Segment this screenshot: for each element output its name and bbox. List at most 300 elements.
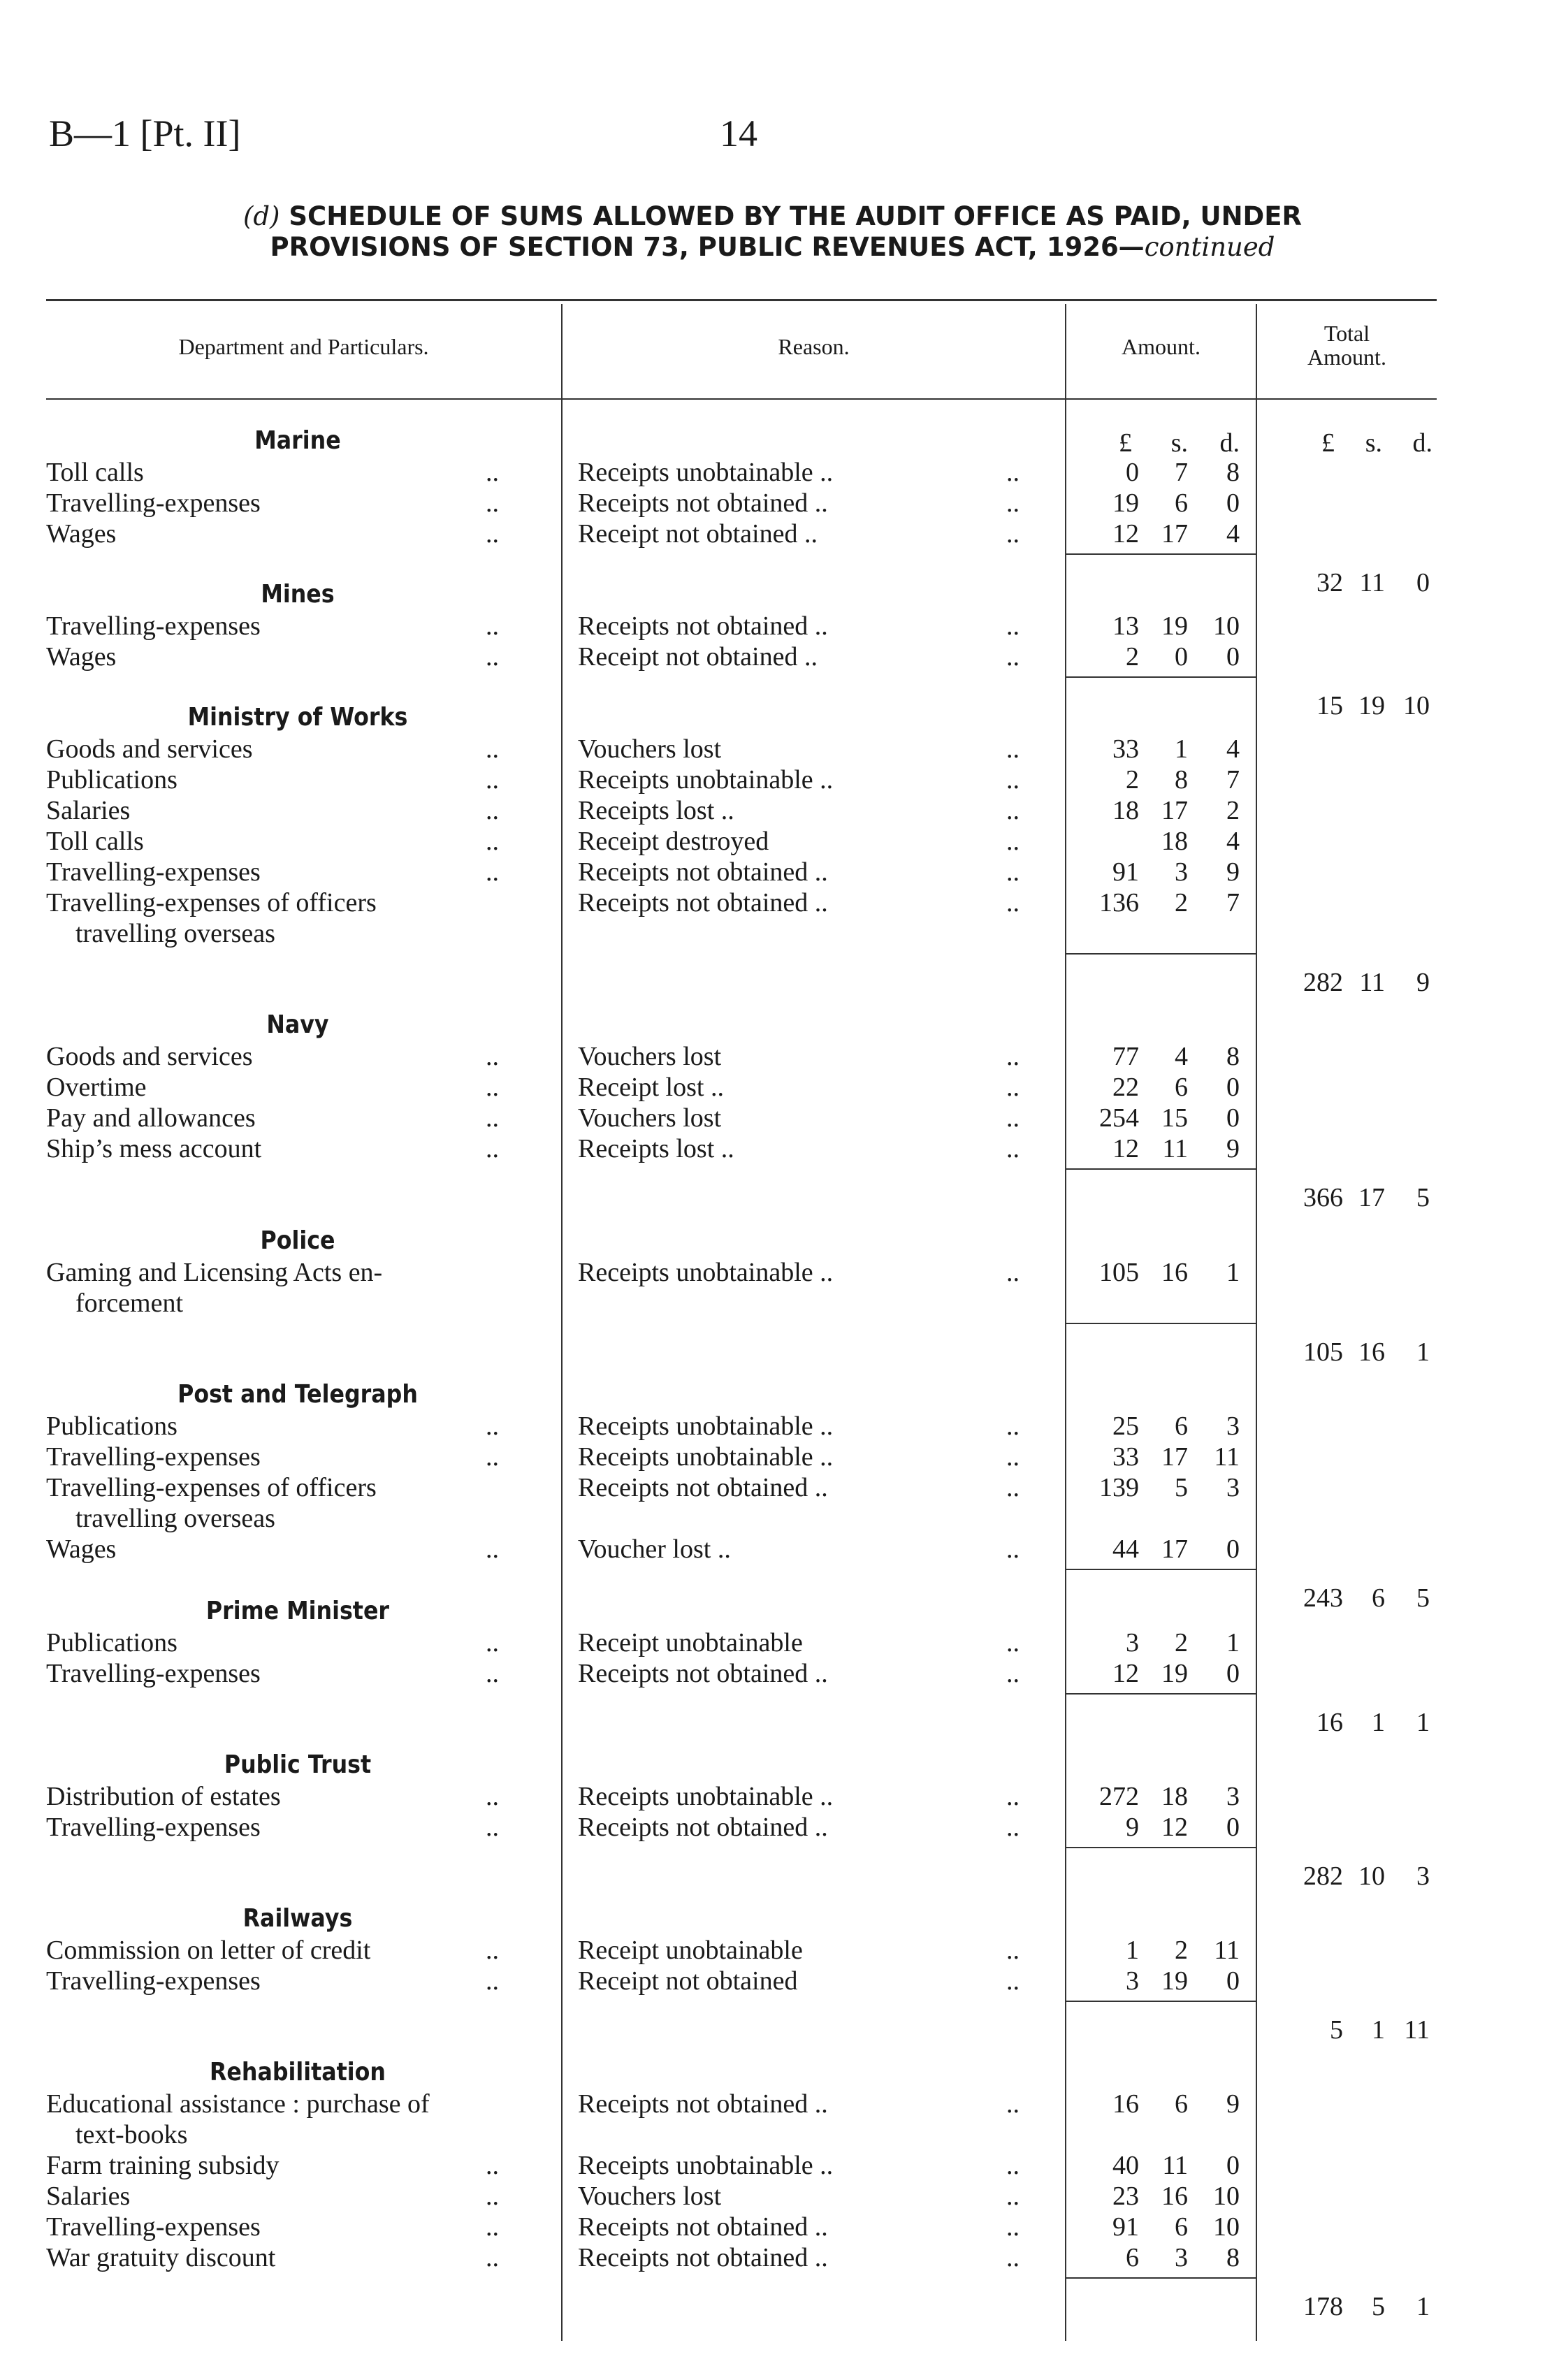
particular-text: Publications <box>46 1628 177 1657</box>
schedule-title-line-1 <box>0 201 1545 232</box>
section-total-pence: 1 <box>1416 1337 1430 1367</box>
particular-text: Travelling-expenses of officers <box>46 888 377 917</box>
amount-shillings: 6 <box>1175 488 1188 518</box>
particular-text: Wages <box>46 519 117 549</box>
particular-text: Overtime <box>46 1073 147 1102</box>
leader-dots: .. <box>486 827 499 856</box>
subtotal-rule <box>1066 2001 1256 2002</box>
amount-pounds: 9 <box>1126 1813 1139 1842</box>
section-total-shillings: 1 <box>1372 1708 1385 1737</box>
section-total-shillings: 5 <box>1372 2292 1385 2321</box>
amount-pence: 8 <box>1226 1042 1240 1071</box>
section-total-pounds: 5 <box>1330 2015 1343 2045</box>
amount-pounds: 91 <box>1112 857 1139 887</box>
amount-shillings: 0 <box>1175 642 1188 672</box>
amount-pence: 8 <box>1226 2243 1240 2272</box>
section-total-pounds: 105 <box>1303 1337 1343 1367</box>
reason-text: Receipts not obtained .. <box>578 611 828 641</box>
column-header-total <box>1257 321 1437 369</box>
particular-text: Toll calls <box>46 827 144 856</box>
leader-dots: .. <box>486 857 499 887</box>
leader-dots: .. <box>486 1966 499 1996</box>
table-row <box>0 1534 1545 1565</box>
amount-pounds: 272 <box>1099 1782 1139 1811</box>
amount-shillings: 3 <box>1175 857 1188 887</box>
total-unit-pence: d. <box>1412 428 1432 458</box>
section-total-pence: 1 <box>1416 1708 1430 1737</box>
amount-pounds: 3 <box>1126 1966 1139 1996</box>
section-total-shillings: 17 <box>1358 1183 1385 1212</box>
amount-pence: 8 <box>1226 458 1240 487</box>
leader-dots: .. <box>486 1628 499 1657</box>
leader-dots: .. <box>1006 2243 1020 2272</box>
table-row <box>0 1103 1545 1133</box>
reason-text: Receipt lost .. <box>578 1073 724 1102</box>
amount-pence: 9 <box>1226 2089 1240 2119</box>
leader-dots: .. <box>486 1042 499 1071</box>
particular-text: Travelling-expenses <box>46 2212 261 2242</box>
reason-text: Receipts lost .. <box>578 1134 734 1163</box>
table-row <box>0 887 1545 918</box>
section-total-pence: 5 <box>1416 1183 1430 1212</box>
amount-shillings: 6 <box>1175 1412 1188 1441</box>
subtotal-rule <box>1066 676 1256 678</box>
amount-shillings: 6 <box>1175 2212 1188 2242</box>
reason-text: Receipts not obtained .. <box>578 2212 828 2242</box>
leader-dots: .. <box>486 1073 499 1102</box>
reason-text: Receipts not obtained .. <box>578 857 828 887</box>
particular-text: Publications <box>46 765 177 794</box>
amount-pence: 0 <box>1226 1966 1240 1996</box>
reason-text: Receipts unobtainable .. <box>578 1442 834 1472</box>
particular-text: Goods and services <box>46 734 253 764</box>
amount-shillings: 2 <box>1175 1936 1188 1965</box>
section-heading: Prime Minister <box>205 1597 390 1625</box>
amount-shillings: 4 <box>1175 1042 1188 1071</box>
amount-pence: 7 <box>1226 765 1240 794</box>
leader-dots: .. <box>1006 1073 1020 1102</box>
amount-shillings: 7 <box>1175 458 1188 487</box>
reason-text: Receipts unobtainable .. <box>578 1258 834 1287</box>
amount-pounds: 18 <box>1112 796 1139 825</box>
leader-dots: .. <box>486 488 499 518</box>
amount-pounds: 254 <box>1099 1103 1139 1133</box>
amount-pounds: 33 <box>1112 734 1139 764</box>
reason-text: Vouchers lost <box>578 1042 722 1071</box>
amount-pence: 3 <box>1226 1473 1240 1502</box>
amount-shillings: 17 <box>1161 1442 1188 1472</box>
amount-shillings: 17 <box>1161 1534 1188 1564</box>
reason-text: Receipt not obtained <box>578 1966 798 1996</box>
table-row <box>0 1966 1545 1996</box>
table-row <box>0 488 1545 518</box>
particular-text: Travelling-expenses <box>46 1813 261 1842</box>
section-heading: Public Trust <box>224 1750 372 1779</box>
leader-dots: .. <box>1006 765 1020 794</box>
leader-dots: .. <box>486 519 499 549</box>
amount-pounds: 3 <box>1126 1628 1139 1657</box>
amount-pounds: 2 <box>1126 765 1139 794</box>
leader-dots: .. <box>1006 2151 1020 2180</box>
amount-pence: 0 <box>1226 1073 1240 1102</box>
amount-pounds: 22 <box>1112 1073 1139 1102</box>
unit-shilling: s. <box>1170 428 1188 458</box>
particular-continuation: text-books <box>75 2120 188 2149</box>
amount-pounds: 0 <box>1126 458 1139 487</box>
amount-shillings: 1 <box>1175 734 1188 764</box>
leader-dots: .. <box>486 1659 499 1688</box>
section-total-pounds: 178 <box>1303 2292 1343 2321</box>
section-heading: Marine <box>254 426 341 455</box>
column-header-amount: Amount. <box>1122 334 1201 359</box>
amount-pence: 0 <box>1226 1534 1240 1564</box>
reason-text: Vouchers lost <box>578 2182 722 2211</box>
leader-dots: .. <box>1006 1782 1020 1811</box>
amount-shillings: 12 <box>1161 1813 1188 1842</box>
particular-text: Gaming and Licensing Acts en- <box>46 1258 383 1287</box>
amount-shillings: 5 <box>1175 1473 1188 1502</box>
amount-pence: 3 <box>1226 1782 1240 1811</box>
leader-dots: .. <box>486 1782 499 1811</box>
amount-pounds: 13 <box>1112 611 1139 641</box>
leader-dots: .. <box>486 1534 499 1564</box>
amount-shillings: 19 <box>1161 1966 1188 1996</box>
leader-dots: .. <box>486 2182 499 2211</box>
leader-dots: .. <box>486 1103 499 1133</box>
leader-dots: .. <box>1006 1042 1020 1071</box>
section-total-pence: 5 <box>1416 1583 1430 1613</box>
leader-dots: .. <box>486 765 499 794</box>
reason-text: Receipts unobtainable .. <box>578 1412 834 1441</box>
leader-dots: .. <box>486 2151 499 2180</box>
leader-dots: .. <box>1006 1103 1020 1133</box>
leader-dots: .. <box>486 734 499 764</box>
leader-dots: .. <box>486 1412 499 1441</box>
amount-shillings: 18 <box>1161 827 1188 856</box>
amount-pounds: 12 <box>1112 1659 1139 1688</box>
amount-pence: 11 <box>1214 1936 1240 1965</box>
amount-shillings: 16 <box>1161 2182 1188 2211</box>
section-total-pence: 11 <box>1404 2015 1430 2045</box>
particular-text: Travelling-expenses <box>46 488 261 518</box>
amount-pence: 0 <box>1226 1659 1240 1688</box>
reason-text: Receipts not obtained .. <box>578 888 828 917</box>
section-total-shillings: 10 <box>1358 1862 1385 1891</box>
leader-dots: .. <box>1006 1659 1020 1688</box>
particular-text: Salaries <box>46 796 131 825</box>
particular-text: Travelling-expenses <box>46 1442 261 1472</box>
reason-text: Receipts not obtained .. <box>578 2243 828 2272</box>
subtotal-rule <box>1066 553 1256 555</box>
section-total-pence: 3 <box>1416 1862 1430 1891</box>
particular-continuation: travelling overseas <box>75 919 275 948</box>
total-unit-shilling: s. <box>1365 428 1382 458</box>
table-row <box>0 1041 1545 1072</box>
particular-text: Publications <box>46 1412 177 1441</box>
leader-dots: .. <box>1006 1936 1020 1965</box>
amount-pounds: 40 <box>1112 2151 1139 2180</box>
amount-shillings: 11 <box>1162 2151 1188 2180</box>
table-row <box>0 518 1545 549</box>
leader-dots: .. <box>486 1134 499 1163</box>
subtotal-rule <box>1066 1569 1256 1570</box>
particular-continuation: forcement <box>75 1289 184 1318</box>
table-row <box>0 795 1545 826</box>
table-row <box>0 1935 1545 1966</box>
amount-pence: 0 <box>1226 2151 1240 2180</box>
amount-pounds: 1 <box>1126 1936 1139 1965</box>
amount-shillings: 19 <box>1161 611 1188 641</box>
subtotal-rule <box>1066 1323 1256 1324</box>
table-row <box>0 641 1545 672</box>
table-row <box>0 457 1545 488</box>
amount-pounds: 91 <box>1112 2212 1139 2242</box>
table-row <box>0 764 1545 795</box>
subtotal-rule <box>1066 1168 1256 1170</box>
section-total-pence: 1 <box>1416 2292 1430 2321</box>
section-heading: Mines <box>261 580 335 609</box>
amount-shillings: 19 <box>1161 1659 1188 1688</box>
section-heading: Ministry of Works <box>187 703 408 732</box>
table-row <box>0 1472 1545 1503</box>
total-unit-pound: £ <box>1321 428 1335 458</box>
particular-text: Distribution of estates <box>46 1782 281 1811</box>
table-row <box>0 1658 1545 1689</box>
amount-pence: 1 <box>1226 1628 1240 1657</box>
section-heading: Railways <box>242 1904 353 1933</box>
amount-shillings: 16 <box>1161 1258 1188 1287</box>
reason-text: Receipt not obtained .. <box>578 519 818 549</box>
section-total-shillings: 11 <box>1359 568 1385 597</box>
amount-shillings: 8 <box>1175 765 1188 794</box>
subtotal-rule <box>1066 1847 1256 1848</box>
amount-pounds: 16 <box>1112 2089 1139 2119</box>
amount-pence: 10 <box>1213 2182 1240 2211</box>
amount-pence: 0 <box>1226 1813 1240 1842</box>
table-row <box>0 611 1545 641</box>
reason-text: Receipts lost .. <box>578 796 734 825</box>
column-divider-3 <box>1256 304 1257 2341</box>
reason-text: Receipts unobtainable .. <box>578 458 834 487</box>
particular-text: Travelling-expenses <box>46 857 261 887</box>
amount-pounds: 6 <box>1126 2243 1139 2272</box>
leader-dots: .. <box>1006 642 1020 672</box>
leader-dots: .. <box>1006 2089 1020 2119</box>
section-total-shillings: 6 <box>1372 1583 1385 1613</box>
amount-shillings: 17 <box>1161 796 1188 825</box>
table-row <box>0 2242 1545 2273</box>
reason-text: Receipts not obtained .. <box>578 1473 828 1502</box>
section-total-pounds: 243 <box>1303 1583 1343 1613</box>
reason-text: Receipt unobtainable <box>578 1936 803 1965</box>
amount-pence: 4 <box>1226 734 1240 764</box>
section-total-pounds: 366 <box>1303 1183 1343 1212</box>
particular-text: Wages <box>46 642 117 672</box>
schedule-title-line-2 <box>0 232 1545 263</box>
column-header-reason: Reason. <box>778 334 850 359</box>
leader-dots: .. <box>1006 1258 1020 1287</box>
particular-text: Salaries <box>46 2182 131 2211</box>
leader-dots: .. <box>1006 1442 1020 1472</box>
table-row <box>0 1411 1545 1442</box>
leader-dots: .. <box>1006 458 1020 487</box>
particular-text: Educational assistance : purchase of <box>46 2089 430 2119</box>
particular-text: Ship’s mess account <box>46 1134 262 1163</box>
table-top-rule <box>46 299 1437 301</box>
amount-pence: 11 <box>1214 1442 1240 1472</box>
leader-dots: .. <box>1006 734 1020 764</box>
amount-shillings: 2 <box>1175 888 1188 917</box>
particular-continuation: travelling overseas <box>75 1504 275 1533</box>
leader-dots: .. <box>1006 857 1020 887</box>
leader-dots: .. <box>486 611 499 641</box>
reason-text: Vouchers lost <box>578 734 722 764</box>
amount-pounds: 12 <box>1112 519 1139 549</box>
leader-dots: .. <box>1006 2182 1020 2211</box>
particular-text: Travelling-expenses of officers <box>46 1473 377 1502</box>
leader-dots: .. <box>1006 611 1020 641</box>
section-total-pounds: 16 <box>1316 1708 1343 1737</box>
table-header-rule <box>46 398 1437 400</box>
leader-dots: .. <box>486 2243 499 2272</box>
particular-text: Commission on letter of credit <box>46 1936 371 1965</box>
reason-text: Receipts not obtained .. <box>578 488 828 518</box>
section-total-pence: 10 <box>1403 691 1430 720</box>
reason-text: Receipts unobtainable .. <box>578 1782 834 1811</box>
amount-pounds: 136 <box>1099 888 1139 917</box>
amount-pence: 3 <box>1226 1412 1240 1441</box>
amount-pence: 10 <box>1213 611 1240 641</box>
leader-dots: .. <box>1006 488 1020 518</box>
reason-text: Receipts not obtained .. <box>578 1659 828 1688</box>
particular-text: Travelling-expenses <box>46 1966 261 1996</box>
table-row <box>0 857 1545 887</box>
leader-dots: .. <box>1006 1412 1020 1441</box>
amount-pence: 4 <box>1226 827 1240 856</box>
leader-dots: .. <box>1006 519 1020 549</box>
section-heading: Navy <box>266 1010 329 1039</box>
amount-pence: 10 <box>1213 2212 1240 2242</box>
section-total-shillings: 1 <box>1372 2015 1385 2045</box>
reason-text: Receipt not obtained .. <box>578 642 818 672</box>
amount-shillings: 15 <box>1161 1103 1188 1133</box>
table-row <box>0 1812 1545 1843</box>
continued-label: continued <box>1144 232 1275 262</box>
amount-pounds: 25 <box>1112 1412 1139 1441</box>
subtotal-rule <box>1066 953 1256 955</box>
document-reference: B—1 [Pt. II] <box>49 113 241 154</box>
schedule-label: (d) <box>242 201 280 231</box>
unit-pound: £ <box>1119 428 1132 458</box>
section-heading: Rehabilitation <box>210 2058 386 2087</box>
leader-dots: .. <box>486 796 499 825</box>
leader-dots: .. <box>486 2212 499 2242</box>
leader-dots: .. <box>1006 2212 1020 2242</box>
subtotal-rule <box>1066 2277 1256 2279</box>
amount-shillings: 3 <box>1175 2243 1188 2272</box>
particular-text: Wages <box>46 1534 117 1564</box>
leader-dots: .. <box>1006 1134 1020 1163</box>
section-total-pounds: 282 <box>1303 968 1343 997</box>
particular-text: Travelling-expenses <box>46 611 261 641</box>
subtotal-rule <box>1066 1693 1256 1695</box>
amount-pounds: 105 <box>1099 1258 1139 1287</box>
reason-text: Vouchers lost <box>578 1103 722 1133</box>
section-total-pounds: 15 <box>1316 691 1343 720</box>
section-heading: Post and Telegraph <box>177 1380 418 1409</box>
amount-pence: 9 <box>1226 1134 1240 1163</box>
table-row <box>0 1442 1545 1472</box>
particular-text: War gratuity discount <box>46 2243 276 2272</box>
amount-pounds: 12 <box>1112 1134 1139 1163</box>
page-number: 14 <box>720 113 757 154</box>
amount-pence: 0 <box>1226 642 1240 672</box>
table-row <box>0 2181 1545 2212</box>
reason-text: Receipts not obtained .. <box>578 1813 828 1842</box>
amount-pounds: 33 <box>1112 1442 1139 1472</box>
leader-dots: .. <box>1006 1813 1020 1842</box>
leader-dots: .. <box>1006 1966 1020 1996</box>
amount-pence: 7 <box>1226 888 1240 917</box>
section-total-pence: 9 <box>1416 968 1430 997</box>
amount-pounds: 139 <box>1099 1473 1139 1502</box>
amount-shillings: 2 <box>1175 1628 1188 1657</box>
amount-shillings: 17 <box>1161 519 1188 549</box>
table-row <box>0 1627 1545 1658</box>
amount-pounds: 2 <box>1126 642 1139 672</box>
reason-text: Receipt unobtainable <box>578 1628 803 1657</box>
schedule-title-text-2: PROVISIONS OF SECTION 73, PUBLIC REVENUES ACT, 1926— <box>270 232 1145 262</box>
amount-shillings: 6 <box>1175 2089 1188 2119</box>
leader-dots: .. <box>1006 796 1020 825</box>
table-row <box>0 2212 1545 2242</box>
particular-text: Pay and allowances <box>46 1103 256 1133</box>
amount-pence: 4 <box>1226 519 1240 549</box>
section-total-pounds: 32 <box>1316 568 1343 597</box>
section-total-shillings: 11 <box>1359 968 1385 997</box>
column-header-total-line-1: Total <box>1323 321 1370 346</box>
leader-dots: .. <box>486 458 499 487</box>
leader-dots: .. <box>1006 1628 1020 1657</box>
amount-pence: 0 <box>1226 488 1240 518</box>
leader-dots: .. <box>1006 888 1020 917</box>
amount-pounds: 19 <box>1112 488 1139 518</box>
leader-dots: .. <box>486 1813 499 1842</box>
reason-text: Receipt destroyed <box>578 827 769 856</box>
table-row <box>0 1781 1545 1812</box>
table-row <box>0 1072 1545 1103</box>
section-total-shillings: 16 <box>1358 1337 1385 1367</box>
amount-pence: 9 <box>1226 857 1240 887</box>
table-row <box>0 826 1545 857</box>
column-header-department: Department and Particulars. <box>178 334 429 359</box>
column-divider-1 <box>561 304 563 2341</box>
leader-dots: .. <box>1006 827 1020 856</box>
amount-pounds: 23 <box>1112 2182 1139 2211</box>
amount-pence: 0 <box>1226 1103 1240 1133</box>
table-row <box>0 2150 1545 2181</box>
reason-text: Receipts unobtainable .. <box>578 2151 834 2180</box>
schedule-title-text: SCHEDULE OF SUMS ALLOWED BY THE AUDIT OFFICE AS PAID, UNDER <box>289 201 1303 231</box>
leader-dots: .. <box>486 642 499 672</box>
particular-text: Toll calls <box>46 458 144 487</box>
leader-dots: .. <box>486 1442 499 1472</box>
leader-dots: .. <box>1006 1534 1020 1564</box>
section-heading: Police <box>260 1226 335 1255</box>
column-header-total-line-2: Amount. <box>1307 344 1386 370</box>
table-row <box>0 2089 1545 2119</box>
reason-text: Receipts not obtained .. <box>578 2089 828 2119</box>
